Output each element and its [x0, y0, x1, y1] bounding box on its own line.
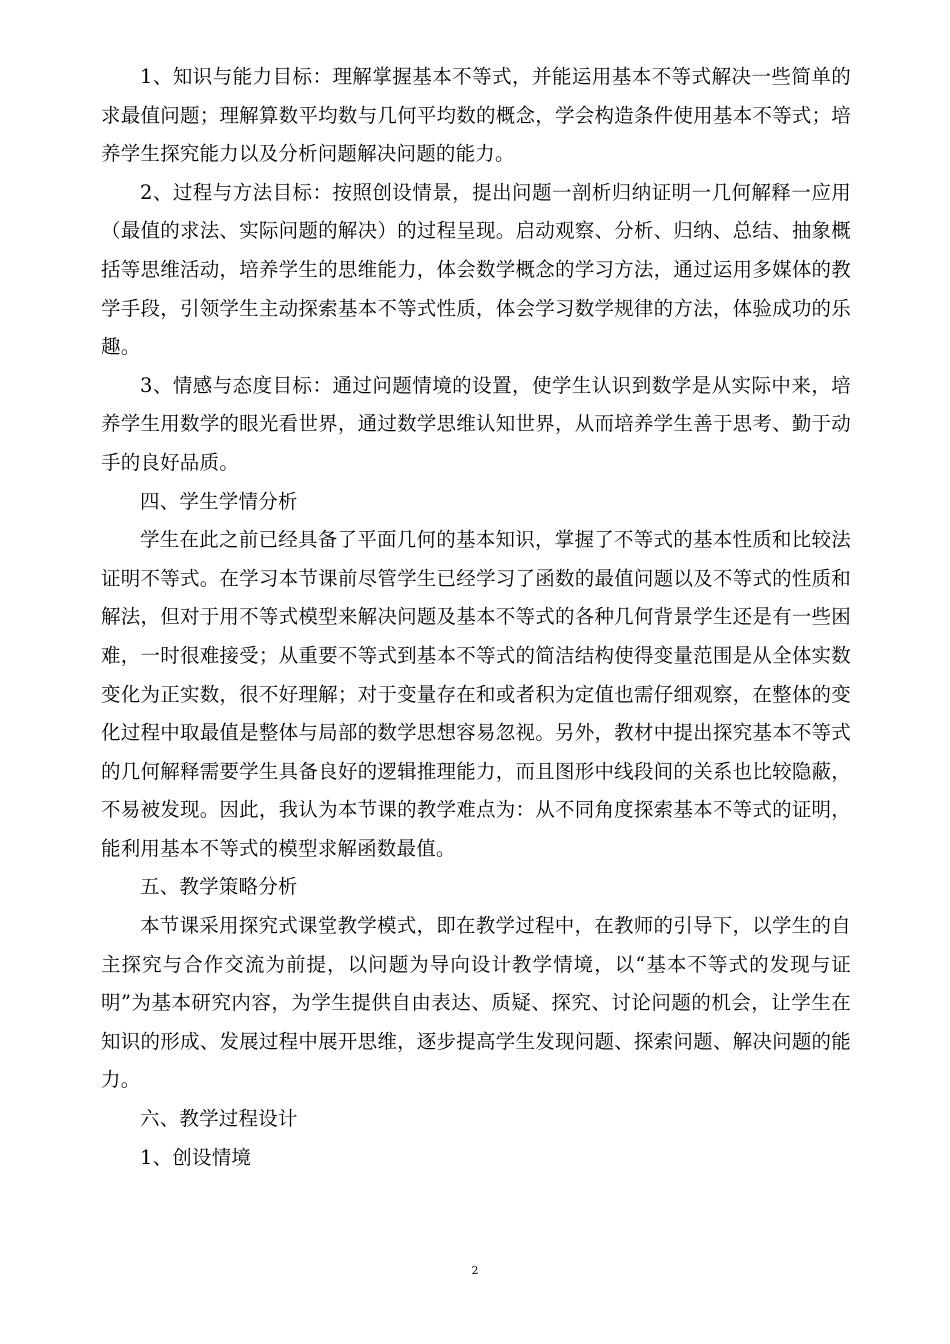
paragraph-teaching-strategy: 本节课采用探究式课堂教学模式，即在教学过程中，在教师的引导下，以学生的自主探究与合作交流为前提，以问题为导向设计教学情境，以“基本不等式的发现与证明”为基本研究内容，为学生提供自由表达、质疑、探究、讨论问题的机会，让学生在知识的形成、发展过程中展开思维，逐步提高学生发现问题、探索问题、解决问题的能力。 [101, 914, 851, 1092]
paragraph-student-analysis: 学生在此之前已经具备了平面几何的基本知识，掌握了不等式的基本性质和比较法证明不等式。在学习本节课前尽管学生已经学习了函数的最值问题以及不等式的性质和解法，但对于用不等式模型来解决问题及基本不等式的各种几何背景学生还是有一些困难，一时很难接受；从重要不等式到基本不等式的简洁结构使得变量范围是从全体实数变化为正实数，很不好理解；对于变量存在和或者积为定值也需仔细观察，在整体的变化过程中取最值是整体与局部的数学思想容易忽视。另外，教材中提出探究基本不等式的几何解释需要学生具备良好的逻辑推理能力，而且图形中线段间的关系也比较隐蔽，不易被发现。因此，我认为本节课的教学难点为：从不同角度探索基本不等式的证明，能利用基本不等式的模型求解函数最值。 [101, 528, 851, 860]
document-body [101, 58, 851, 1177]
section-heading-student-analysis: 四、学生学情分析 [140, 489, 298, 513]
paragraph-process-goal: 2、过程与方法目标：按照创设情景，提出问题一剖析归纳证明一几何解释一应用（最值的求法、实际问题的解决）的过程呈现。启动观察、分析、归纳、总结、抽象概括等思维活动，培养学生的思维能力，体会数学概念的学习方法，通过运用多媒体的教学手段，引领学生主动探索基本不等式性质，体会学习数学规律的方法，体验成功的乐趣。 [101, 180, 851, 359]
paragraph-knowledge-goal: 1、知识与能力目标：理解掌握基本不等式，并能运用基本不等式解决一些简单的求最值问题；理解算数平均数与几何平均数的概念，学会构造条件使用基本不等式；培养学生探究能力以及分析问题解决问题的能力。 [101, 65, 851, 166]
page-number: 2 [471, 1264, 479, 1277]
subsection-heading-create-situation: 1、创设情境 [140, 1145, 252, 1169]
paragraph-emotion-goal: 3、情感与态度目标：通过问题情境的设置，使学生认识到数学是从实际中来，培养学生用数学的眼光看世界，通过数学思维认知世界，从而培养学生善于思考、勤于动手的良好品质。 [101, 373, 851, 474]
section-heading-teaching-strategy: 五、教学策略分析 [140, 875, 298, 899]
section-heading-teaching-process: 六、教学过程设计 [140, 1107, 298, 1131]
